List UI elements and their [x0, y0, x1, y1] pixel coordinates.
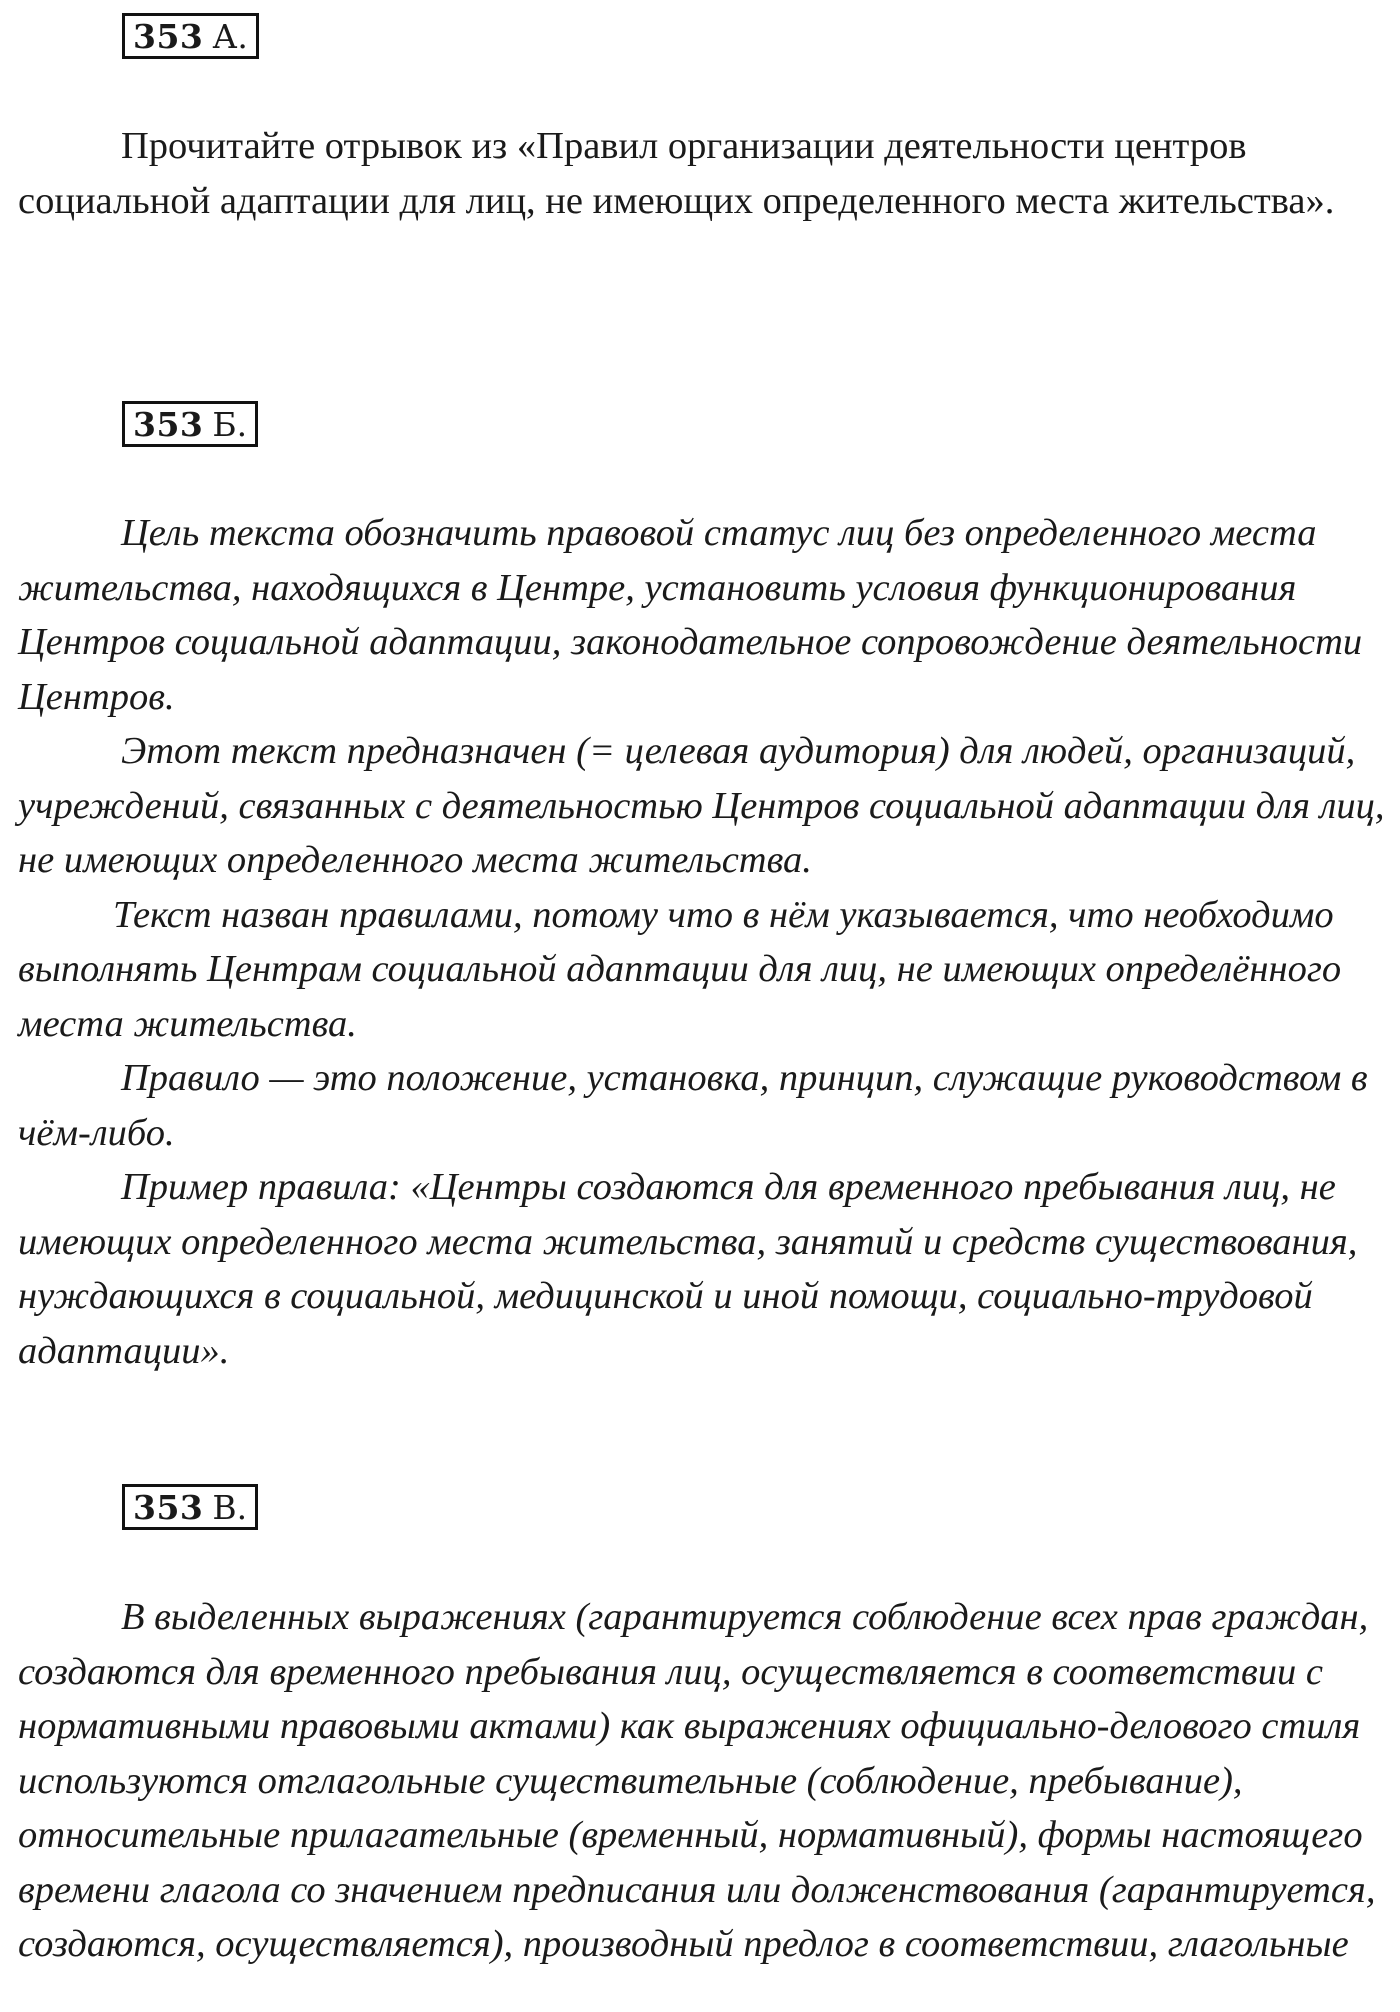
paragraph: Пример правила: «Центры создаются для временного пребывания лиц, не имеющих определенного места жительства, занятий и средств существования, нуждающихся в социальной, медицинской и иной помощи, социально-трудовой адаптации». [18, 1166, 1358, 1372]
exercise-number: 353 [133, 1487, 204, 1527]
section-c-text [18, 1590, 1390, 1972]
exercise-number: 353 [133, 404, 204, 444]
exercise-letter: Б. [212, 404, 248, 444]
paragraph: Этот текст предназначен (= целевая аудитория) для людей, организаций, учреждений, связанных с деятельностью Центров социальной адаптации для лиц, не имеющих определенного места жительства. [18, 730, 1385, 881]
exercise-number-badge-a [122, 13, 259, 59]
exercise-number-badge-c [122, 1484, 258, 1530]
exercise-number: 353 [133, 16, 204, 56]
paragraph: Текст назван правилами, потому что в нём указывается, что необходимо выполнять Центрам социальной адаптации для лиц, не имеющих определённого места жительства. [18, 893, 1342, 1045]
exercise-number-badge-b [122, 401, 258, 447]
paragraph: В выделенных выражениях (гарантируется соблюдение всех прав граждан, создаются для временного пребывания лиц, осуществляется в соответствии с нормативными правовыми актами) как выражениях официально-делового стиля используются отглагольные существительные (соблюдение, пребывание), относительные прилагательные (временный, нормативный), формы настоящего времени глагола со значением предписания или долженствования (гарантируется, создаются, осуществляется), производный предлог в соответствии, глагольные [18, 1596, 1376, 1965]
exercise-letter: В. [212, 1487, 248, 1527]
paragraph: Цель текста обозначить правовой статус лиц без определенного места жительства, находящихся в Центре, установить условия функционирования Центров социальной адаптации, законодательное сопровождение деятельности Центров. [18, 512, 1363, 718]
exercise-letter: А. [212, 16, 248, 56]
paragraph: Прочитайте отрывок из «Правил организации деятельности центров социальной адаптации для лиц, не имеющих определенного места жительства». [18, 125, 1335, 222]
section-b-text [18, 506, 1390, 1378]
section-a-text [18, 119, 1390, 228]
paragraph: Правило — это положение, установка, принцип, служащие руководством в чём-либо. [18, 1057, 1368, 1154]
